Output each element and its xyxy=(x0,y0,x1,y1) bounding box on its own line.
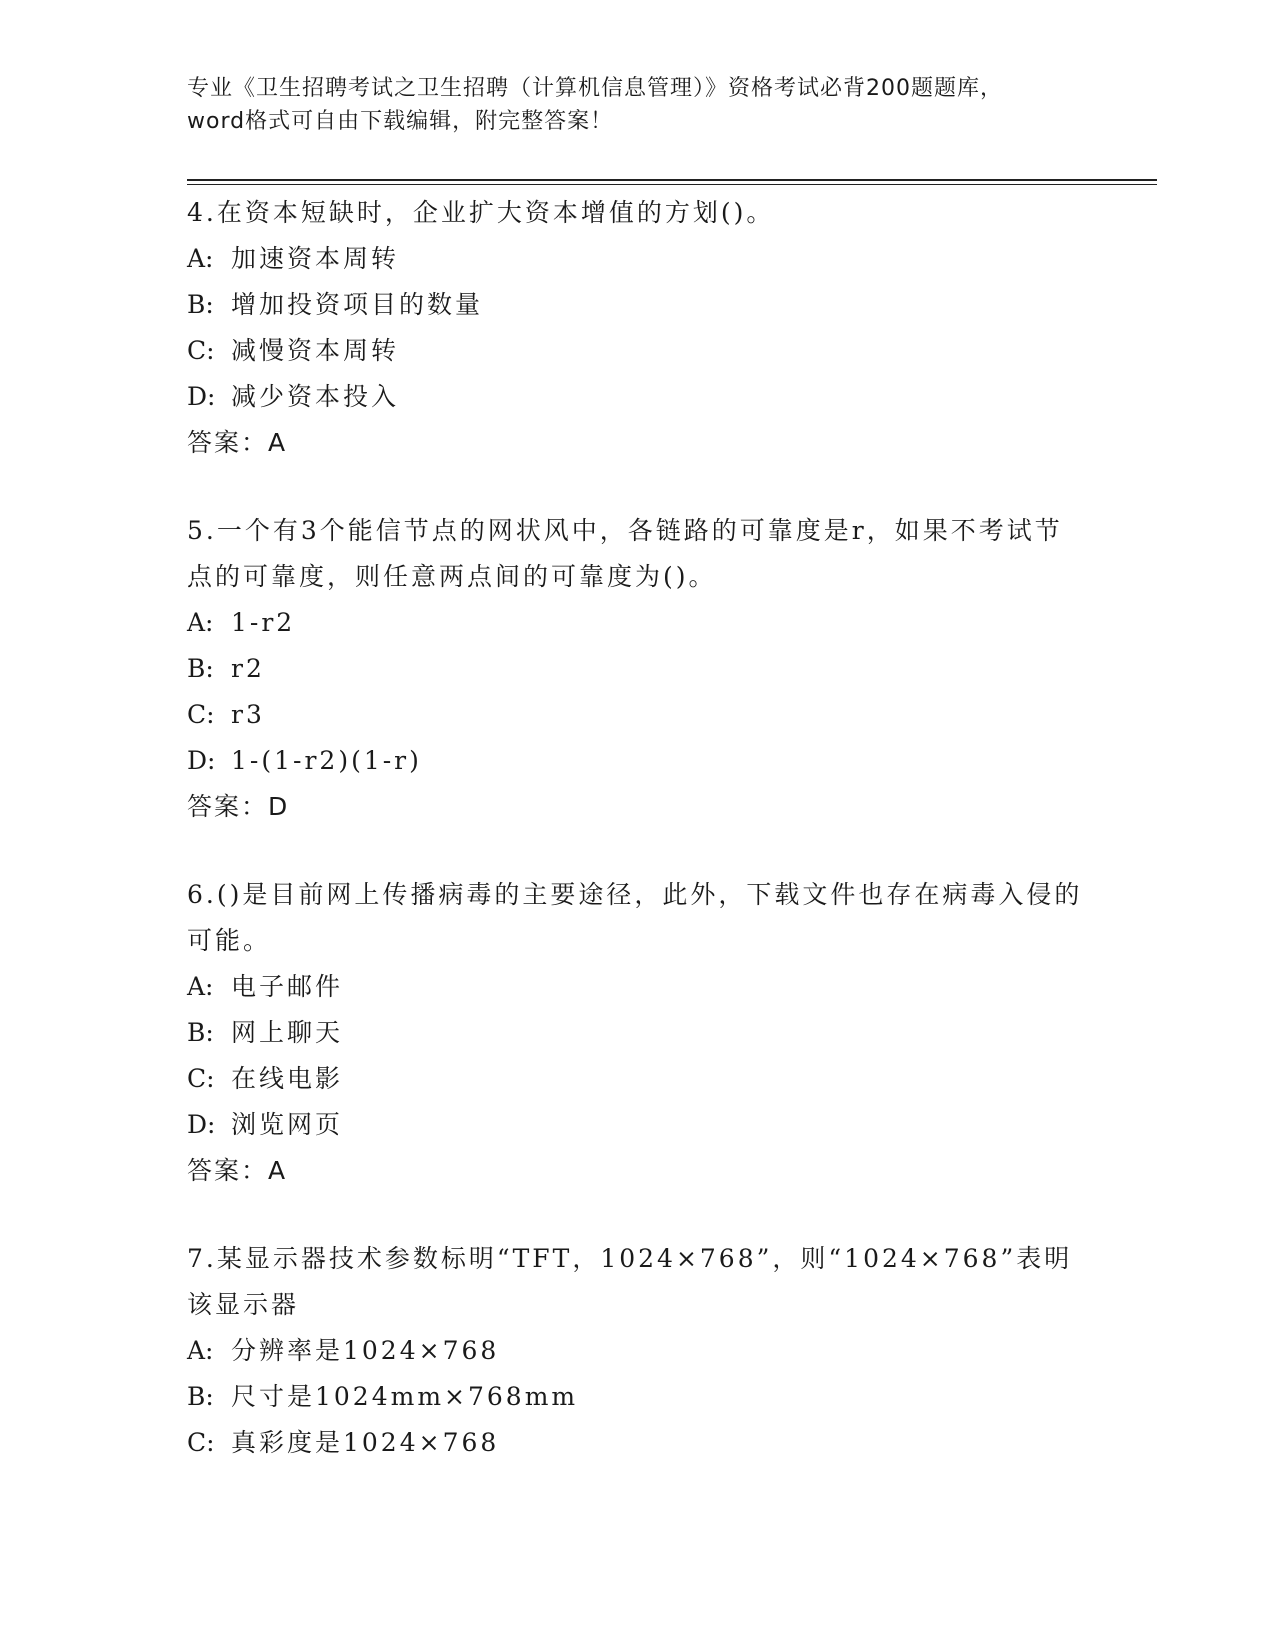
option-c xyxy=(187,328,1087,374)
option-letter: D: xyxy=(187,746,216,775)
option-d xyxy=(187,1102,1087,1148)
option-a xyxy=(187,600,1087,646)
option-text: 减慢资本周转 xyxy=(231,336,400,365)
option-b xyxy=(187,1010,1087,1056)
option-letter: A: xyxy=(187,608,214,637)
option-text: r3 xyxy=(231,700,265,729)
option-c xyxy=(187,1420,1087,1466)
option-letter: A: xyxy=(187,972,214,1001)
option-b xyxy=(187,646,1087,692)
option-text: 真彩度是1024×768 xyxy=(231,1428,500,1457)
option-text: 减少资本投入 xyxy=(231,382,400,411)
option-letter: B: xyxy=(187,290,214,319)
option-text: 在线电影 xyxy=(231,1064,344,1093)
option-a xyxy=(187,1328,1087,1374)
option-text: 电子邮件 xyxy=(231,972,344,1001)
option-text: r2 xyxy=(231,654,265,683)
document-header xyxy=(187,72,1087,138)
option-letter: C: xyxy=(187,1064,215,1093)
option-text: 尺寸是1024mm×768mm xyxy=(231,1382,579,1411)
option-letter: D: xyxy=(187,382,216,411)
option-letter: B: xyxy=(187,654,214,683)
option-b xyxy=(187,1374,1087,1420)
question-list xyxy=(187,190,1087,1508)
option-text: 加速资本周转 xyxy=(231,244,400,273)
option-text: 分辨率是1024×768 xyxy=(231,1336,500,1365)
option-text: 浏览网页 xyxy=(231,1110,344,1139)
option-letter: D: xyxy=(187,1110,216,1139)
question-5 xyxy=(187,508,1087,830)
option-text: 增加投资项目的数量 xyxy=(231,290,484,319)
question-stem: 4.在资本短缺时，企业扩大资本增值的方划()。 xyxy=(187,198,775,227)
option-letter: C: xyxy=(187,336,215,365)
question-stem: 7.某显示器技术参数标明“TFT，1024×768”，则“1024×768”表明该显示器 xyxy=(187,1244,1073,1319)
option-d xyxy=(187,374,1087,420)
option-b xyxy=(187,282,1087,328)
option-d xyxy=(187,738,1087,784)
option-letter: B: xyxy=(187,1018,214,1047)
question-7 xyxy=(187,1236,1087,1466)
option-letter: B: xyxy=(187,1382,214,1411)
option-c xyxy=(187,1056,1087,1102)
header-line-2: word格式可自由下载编辑，附完整答案！ xyxy=(187,109,614,134)
option-letter: C: xyxy=(187,1428,215,1457)
question-stem: 5.一个有3个能信节点的网状风中，各链路的可靠度是r，如果不考试节点的可靠度，则任意两点间的可靠度为()。 xyxy=(187,516,1063,591)
header-line-1: 专业《卫生招聘考试之卫生招聘（计算机信息管理）》资格考试必背200题题库， xyxy=(187,76,1003,101)
option-a xyxy=(187,964,1087,1010)
option-letter: C: xyxy=(187,700,215,729)
question-6 xyxy=(187,872,1087,1194)
option-c xyxy=(187,692,1087,738)
option-text: 网上聊天 xyxy=(231,1018,344,1047)
answer-line: 答案：A xyxy=(187,428,288,457)
option-letter: A: xyxy=(187,1336,214,1365)
option-text: 1-(1-r2)(1-r) xyxy=(231,746,422,775)
option-a xyxy=(187,236,1087,282)
option-text: 1-r2 xyxy=(231,608,296,637)
header-divider-thin xyxy=(187,184,1157,185)
question-stem: 6.()是目前网上传播病毒的主要途径，此外，下载文件也存在病毒入侵的可能。 xyxy=(187,880,1083,955)
answer-line: 答案：A xyxy=(187,1156,288,1185)
header-divider-thick xyxy=(187,179,1157,181)
answer-line: 答案：D xyxy=(187,792,290,821)
option-letter: A: xyxy=(187,244,214,273)
question-4 xyxy=(187,190,1087,466)
